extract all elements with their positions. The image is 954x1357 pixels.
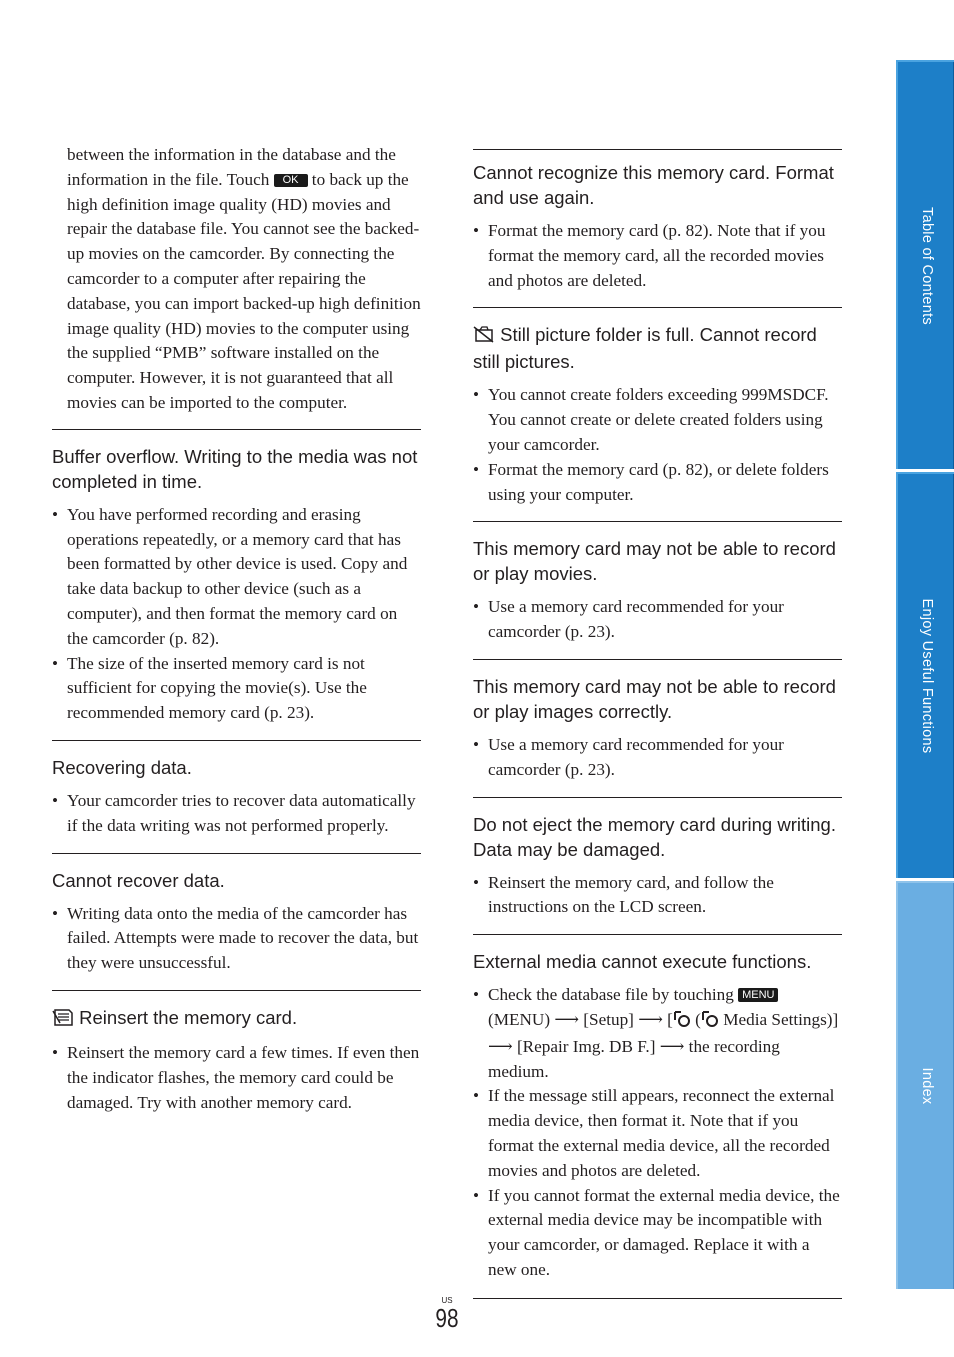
section-cannot-recognize bbox=[473, 149, 842, 308]
heading-folder-full bbox=[473, 322, 842, 374]
page-number bbox=[432, 1296, 462, 1333]
list-item: • Use a memory card recommended for your camcorder (p. 23). bbox=[473, 733, 842, 783]
section-external-media bbox=[473, 949, 842, 1299]
memory-card-warning-icon bbox=[52, 1007, 74, 1032]
media-settings-text: Media Settings)] bbox=[723, 1009, 839, 1029]
section-may-not-record-movies bbox=[473, 536, 842, 660]
intro-text-before: between the information in the database and the information in the file. Touch bbox=[67, 145, 396, 189]
paren-text: ( bbox=[695, 1009, 701, 1029]
tab-enjoy-useful-functions[interactable] bbox=[896, 472, 954, 878]
arrow-right-icon: ⟶ bbox=[488, 1036, 513, 1056]
list-item: • If you cannot format the external media device, the external media device may be incompatible with your camcorder, or damaged. Replace it with a new one. bbox=[473, 1184, 842, 1283]
section-reinsert-card bbox=[52, 1005, 421, 1115]
section-may-not-record-images bbox=[473, 674, 842, 798]
heading-do-not-eject: Do not eject the memory card during writing. Data may be damaged. bbox=[473, 813, 836, 860]
tab-table-of-contents[interactable] bbox=[896, 60, 954, 469]
bullet-list bbox=[473, 595, 842, 645]
media-settings-icon bbox=[701, 1010, 719, 1035]
still-picture-folder-icon bbox=[473, 324, 495, 349]
section-do-not-eject bbox=[473, 812, 842, 936]
bullet-list bbox=[473, 983, 842, 1283]
menu-text: (MENU) bbox=[488, 1009, 551, 1029]
tab-label: Enjoy Useful Functions bbox=[919, 598, 935, 754]
arrow-right-icon: ⟶ bbox=[638, 1009, 663, 1029]
list-item: • Reinsert the memory card, and follow the instructions on the LCD screen. bbox=[473, 871, 842, 921]
setup-text: [Setup] bbox=[583, 1009, 634, 1029]
medium-text: the recording medium. bbox=[488, 1036, 780, 1081]
section-buffer-overflow bbox=[52, 444, 421, 741]
right-column bbox=[473, 149, 842, 1313]
bullet-list bbox=[52, 503, 421, 726]
section-recovering-data bbox=[52, 755, 421, 854]
media-settings-icon bbox=[673, 1010, 691, 1035]
ok-button[interactable]: OK bbox=[274, 174, 308, 187]
bracket-text: [ bbox=[667, 1009, 673, 1029]
region-code: US bbox=[441, 1296, 453, 1305]
list-item: • Format the memory card (p. 82). Note that if you format the memory card, all the recorded movies and photos are deleted. bbox=[473, 219, 842, 293]
tab-index[interactable] bbox=[896, 881, 954, 1289]
heading-recovering-data: Recovering data. bbox=[52, 756, 192, 778]
heading-cannot-recognize: Cannot recognize this memory card. Format and use again. bbox=[473, 162, 834, 208]
list-item-check-database bbox=[473, 983, 842, 1084]
heading-external-media: External media cannot execute functions. bbox=[473, 951, 812, 973]
list-item: • Format the memory card (p. 82), or delete folders using your computer. bbox=[473, 458, 842, 508]
menu-button[interactable]: MENU bbox=[738, 988, 778, 1002]
check-text: Check the database file by touching bbox=[488, 985, 734, 1005]
list-item: • Your camcorder tries to recover data automatically if the data writing was not performed properly. bbox=[52, 789, 421, 839]
list-item: • Writing data onto the media of the camcorder has failed. Attempts were made to recover the data, but they were unsuccessful. bbox=[52, 902, 421, 976]
list-item: • Reinsert the memory card a few times. If even then the indicator flashes, the memory card could be damaged. Try with another memory card. bbox=[52, 1041, 421, 1115]
heading-may-not-record-images: This memory card may not be able to record or play images correctly. bbox=[473, 675, 836, 722]
heading-cannot-recover: Cannot recover data. bbox=[52, 869, 225, 891]
bullet-list bbox=[473, 383, 842, 507]
left-column bbox=[52, 143, 421, 1115]
heading-may-not-record-movies: This memory card may not be able to record or play movies. bbox=[473, 538, 836, 585]
list-item: • You have performed recording and erasing operations repeatedly, or a memory card that has been formatted by other device is used. Copy and take data backup to other device (such as a computer), and then format the memory card on the camcorder (p. 82). bbox=[52, 503, 421, 652]
bullet-list bbox=[473, 733, 842, 783]
section-cannot-recover bbox=[52, 868, 421, 991]
tab-label: Table of Contents bbox=[919, 206, 935, 325]
tab-label: Index bbox=[919, 1067, 935, 1105]
intro-text-after: to back up the high definition image quality (HD) movies and repair the database file. You cannot see the backed-up movies on the camcorder. By connecting the camcorder to a computer after repairing the database, you can import backed-up high definition image quality (HD) movies to the computer using the supplied “PMB” software installed on the computer. However, it is not guaranteed that all movies can be imported to the computer. bbox=[67, 169, 421, 412]
bullet-list bbox=[52, 1041, 421, 1115]
bullet-list bbox=[473, 219, 842, 293]
bullet-list bbox=[473, 871, 842, 921]
bullet-list bbox=[52, 789, 421, 839]
heading-reinsert-card bbox=[52, 1005, 421, 1032]
bullet-list bbox=[52, 902, 421, 976]
list-item: • You cannot create folders exceeding 999MSDCF. You cannot create or delete created folders using your camcorder. bbox=[473, 383, 842, 457]
arrow-right-icon: ⟶ bbox=[554, 1009, 579, 1029]
page-number-value: 98 bbox=[435, 1303, 459, 1333]
list-item: • Use a memory card recommended for your camcorder (p. 23). bbox=[473, 595, 842, 645]
intro-paragraph bbox=[52, 143, 421, 430]
list-item: • The size of the inserted memory card is not sufficient for copying the movie(s). Use the recommended memory card (p. 23). bbox=[52, 652, 421, 726]
repair-text: [Repair Img. DB F.] bbox=[516, 1036, 656, 1056]
heading-text: Still picture folder is full. Cannot record still pictures. bbox=[473, 324, 817, 373]
section-folder-full bbox=[473, 322, 842, 522]
heading-buffer-overflow: Buffer overflow. Writing to the media was not completed in time. bbox=[52, 445, 418, 492]
arrow-right-icon: ⟶ bbox=[659, 1036, 685, 1056]
heading-text: Reinsert the memory card. bbox=[79, 1006, 298, 1028]
list-item: • If the message still appears, reconnect the external media device, then format it. Note that if you format the external media device, all the recorded movies and photos are deleted. bbox=[473, 1084, 842, 1183]
